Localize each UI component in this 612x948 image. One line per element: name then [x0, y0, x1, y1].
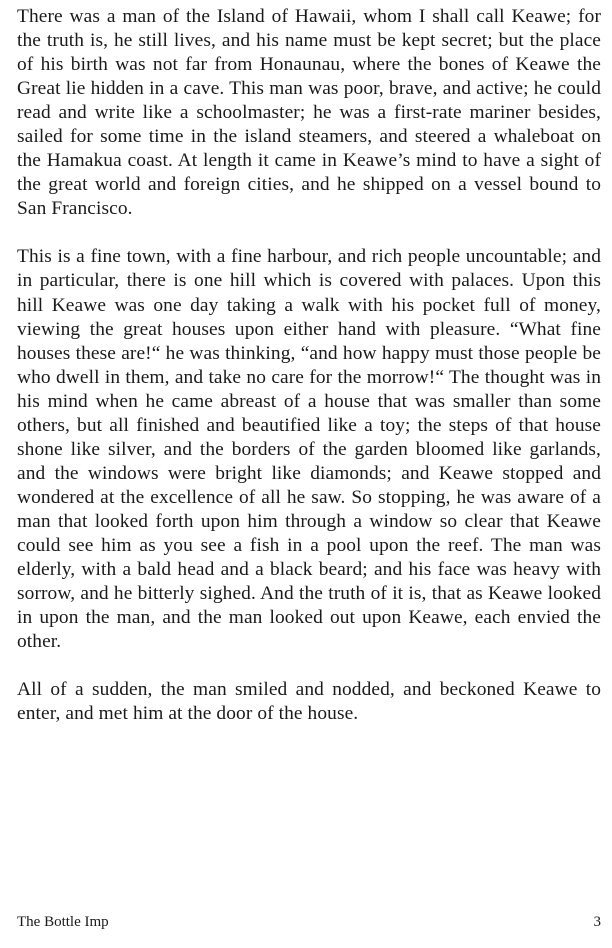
paragraph-3: All of a sudden, the man smiled and nodded, and beckoned Keawe to enter, and met him at the door of the house.	[17, 679, 601, 725]
document-page	[17, 5, 601, 750]
paragraph-1: There was a man of the Island of Hawaii, whom I shall call Keawe; for the truth is, he still lives, and his name must be kept secret; but the place of his birth was not far from Honaunau, where the bones of Keawe the Great lie hidden in a cave. This man was poor, brave, and active; he could read and write like a schoolmaster; he was a first-rate mariner besides, sailed for some time in the island steamers, and steered a whaleboat on the Hamakua coast. At length it came in Keawe’s mind to have a sight of the great world and foreign cities, and he shipped on a vessel bound to San Francisco.	[17, 6, 601, 220]
footer-page-number: 3	[593, 913, 601, 930]
page-footer	[17, 912, 601, 932]
footer-book-title: The Bottle Imp	[17, 913, 109, 930]
paragraph-2: This is a fine town, with a fine harbour, and rich people uncountable; and in particular, there is one hill which is covered with palaces. Upon this hill Keawe was one day taking a walk with his pocket full of money, viewing the great houses upon either hand with pleasure. “What fine houses these are!“ he was thinking, “and how happy must those people be who dwell in them, and take no care for the morrow!“ The thought was in his mind when he came abreast of a house that was smaller than some others, but all finished and beautified like a toy; the steps of that house shone like silver, and the borders of the garden bloomed like garlands, and the windows were bright like diamonds; and Keawe stopped and wondered at the excellence of all he saw. So stopping, he was aware of a man that looked forth upon him through a window so clear that Keawe could see him as you see a fish in a pool upon the reef. The man was elderly, with a bald head and a black beard; and his face was heavy with sorrow, and he bitterly sighed. And the truth of it is, that as Keawe looked in upon the man, and the man looked out upon Keawe, each envied the other.	[17, 246, 601, 653]
